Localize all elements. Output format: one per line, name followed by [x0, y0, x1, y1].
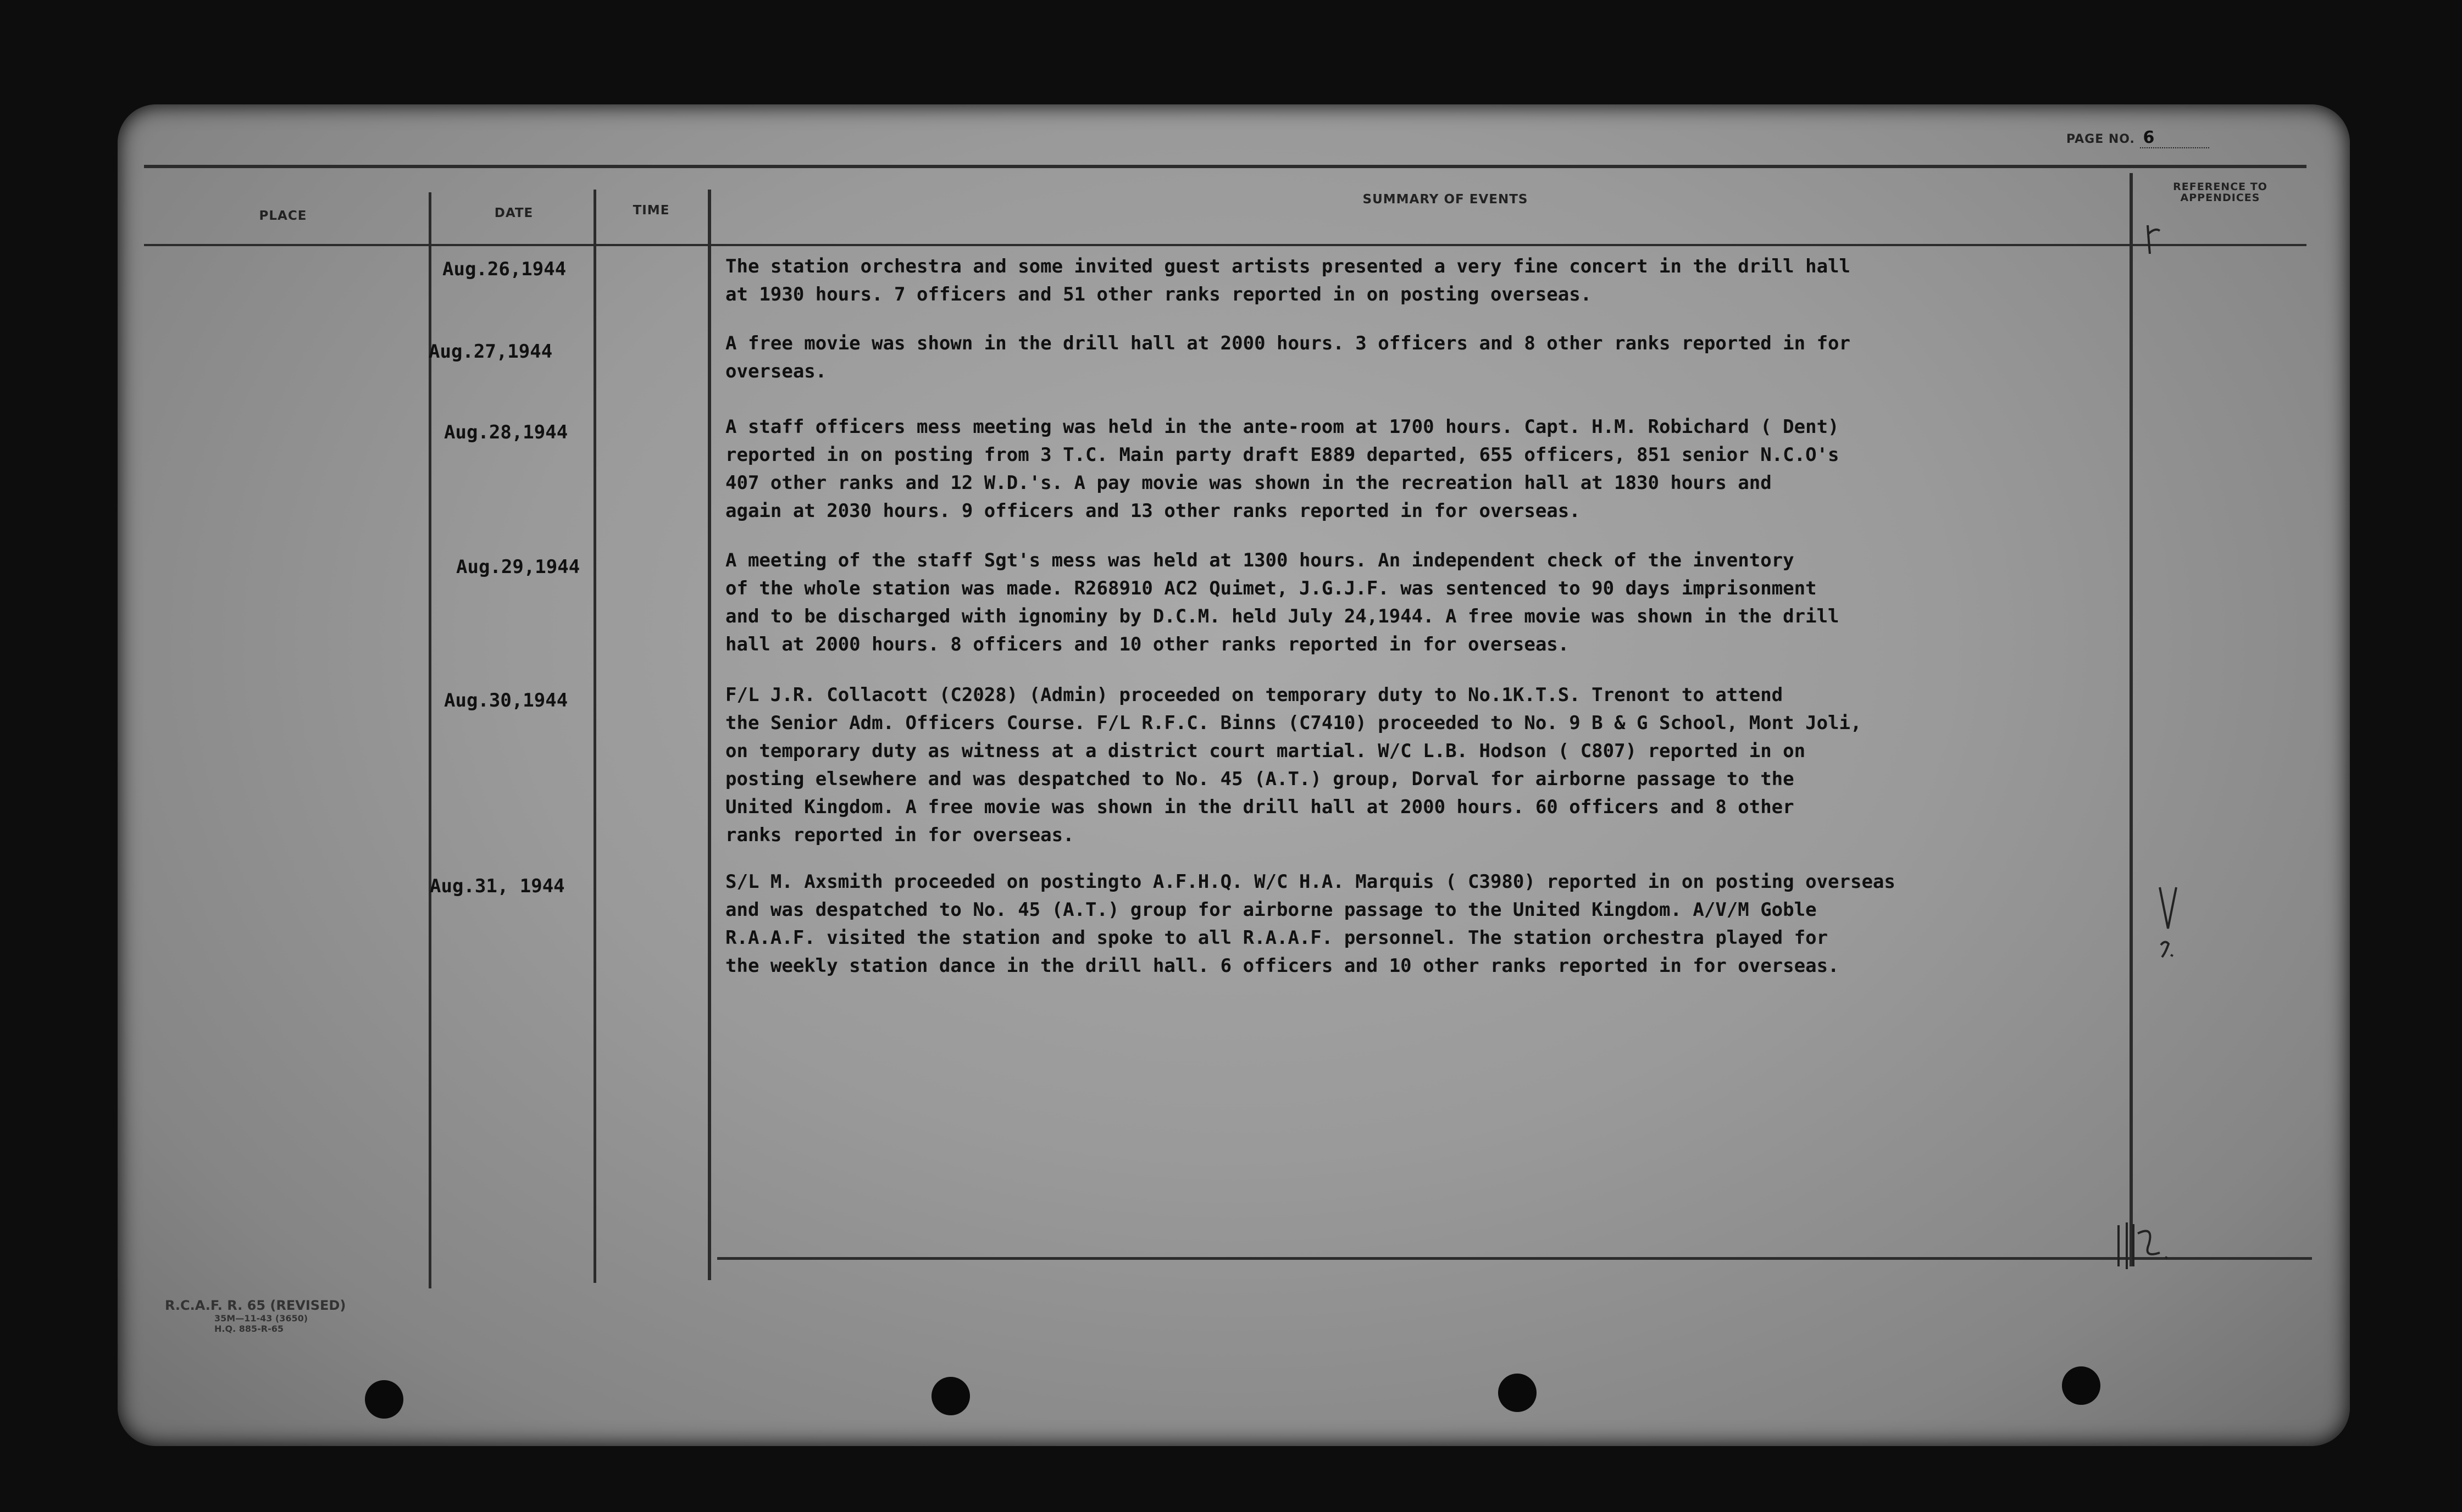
binder-punch-hole — [931, 1377, 970, 1415]
form-number: R.C.A.F. R. 65 (REVISED) — [165, 1298, 346, 1313]
column-header-date: DATE — [494, 206, 534, 220]
handwritten-signature-mark — [2110, 1214, 2182, 1275]
column-header-summary: SUMMARY OF EVENTS — [1362, 192, 1528, 207]
binder-punch-hole — [2062, 1366, 2100, 1405]
handwritten-initial-mark — [2143, 220, 2165, 258]
entry-date: Aug.28,1944 — [444, 421, 568, 443]
entry-date: Aug.31, 1944 — [430, 875, 565, 897]
header-top-rule — [144, 165, 2306, 168]
table-bottom-rule — [717, 1257, 2312, 1260]
entry-date: Aug.30,1944 — [444, 690, 568, 711]
column-header-place: PLACE — [259, 209, 307, 223]
entry-summary: A free movie was shown in the drill hall at 2000 hours. 3 officers and 8 other ranks reported in for overseas. — [725, 332, 1850, 382]
entry-date: Aug.29,1944 — [456, 556, 580, 578]
page-number-value: 6 — [2140, 128, 2209, 148]
entry-date: Aug.26,1944 — [442, 258, 567, 280]
binder-punch-hole — [365, 1380, 403, 1419]
entry-summary: The station orchestra and some invited guest artists presented a very fine concert in the drill hall at 1930 hours. 7 officers and 51 other ranks reported in on posting overseas. — [725, 255, 1850, 305]
entry-summary: F/L J.R. Collacott (C2028) (Admin) proceeded on temporary duty to No.1K.T.S. Trenont to attend the Senior Adm. Officers Course. F/L R.F.C. Binns (C7410) proceeded to No. 9 B & G School, Mont Joli, on temporary duty as witness at a district court martial. W/C L.B. Hodson ( C807) reported in on posting elsewhere and was despatched to No. 45 (A.T.) group, Dorval for airborne passage to the United Kingdom. A free movie was shown in the drill hall at 2000 hours. 60 officers and 8 other ranks reported in for overseas. — [725, 684, 1862, 846]
column-header-time: TIME — [633, 203, 670, 218]
handwritten-check-mark — [2154, 885, 2193, 967]
form-print-run: 35M—11-43 (3650) — [214, 1313, 308, 1324]
column-rule-date-time — [594, 190, 596, 1283]
form-identification — [165, 1298, 346, 1334]
form-hq-reference: H.Q. 885-R-65 — [214, 1324, 284, 1334]
entry-summary: S/L M. Axsmith proceeded on postingto A.F.H.Q. W/C H.A. Marquis ( C3980) reported in on posting overseas and was despatched to No. 45 (A.T.) group for airborne passage to the United Kingdom. A/V/M Goble R.A.A.F. visited the station and spoke to all R.A.A.F. personnel. The station orchestra played for the weekly station dance in the drill hall. 6 officers and 10 other ranks reported in for overseas. — [725, 871, 1895, 977]
header-bottom-rule — [144, 244, 2306, 246]
entry-summary: A meeting of the staff Sgt's mess was held at 1300 hours. An independent check of the inventory of the whole station was made. R268910 AC2 Quimet, J.G.J.F. was sentenced to 90 days imprisonment and to be discharged with ignominy by D.C.M. held July 24,1944. A free movie was shown in the drill hall at 2000 hours. 8 officers and 10 other ranks reported in for overseas. — [725, 549, 1839, 655]
page-number-label: PAGE NO. — [2066, 132, 2135, 146]
binder-punch-hole — [1498, 1374, 1537, 1412]
column-header-reference: REFERENCE TO APPENDICES — [2173, 181, 2267, 204]
page-number — [2066, 128, 2209, 148]
entry-date: Aug.27,1944 — [429, 341, 553, 363]
entry-summary: A staff officers mess meeting was held in the ante-room at 1700 hours. Capt. H.M. Robichard ( Dent) reported in on posting from 3 T.C. Main party draft E889 departed, 655 officers, 851 senior N.C.O's 407 other ranks and 12 W.D.'s. A pay movie was shown in the recreation hall at 1830 hours and again at 2030 hours. 9 officers and 13 other ranks reported in for overseas. — [725, 416, 1839, 522]
column-rule-time-summary — [708, 190, 711, 1280]
